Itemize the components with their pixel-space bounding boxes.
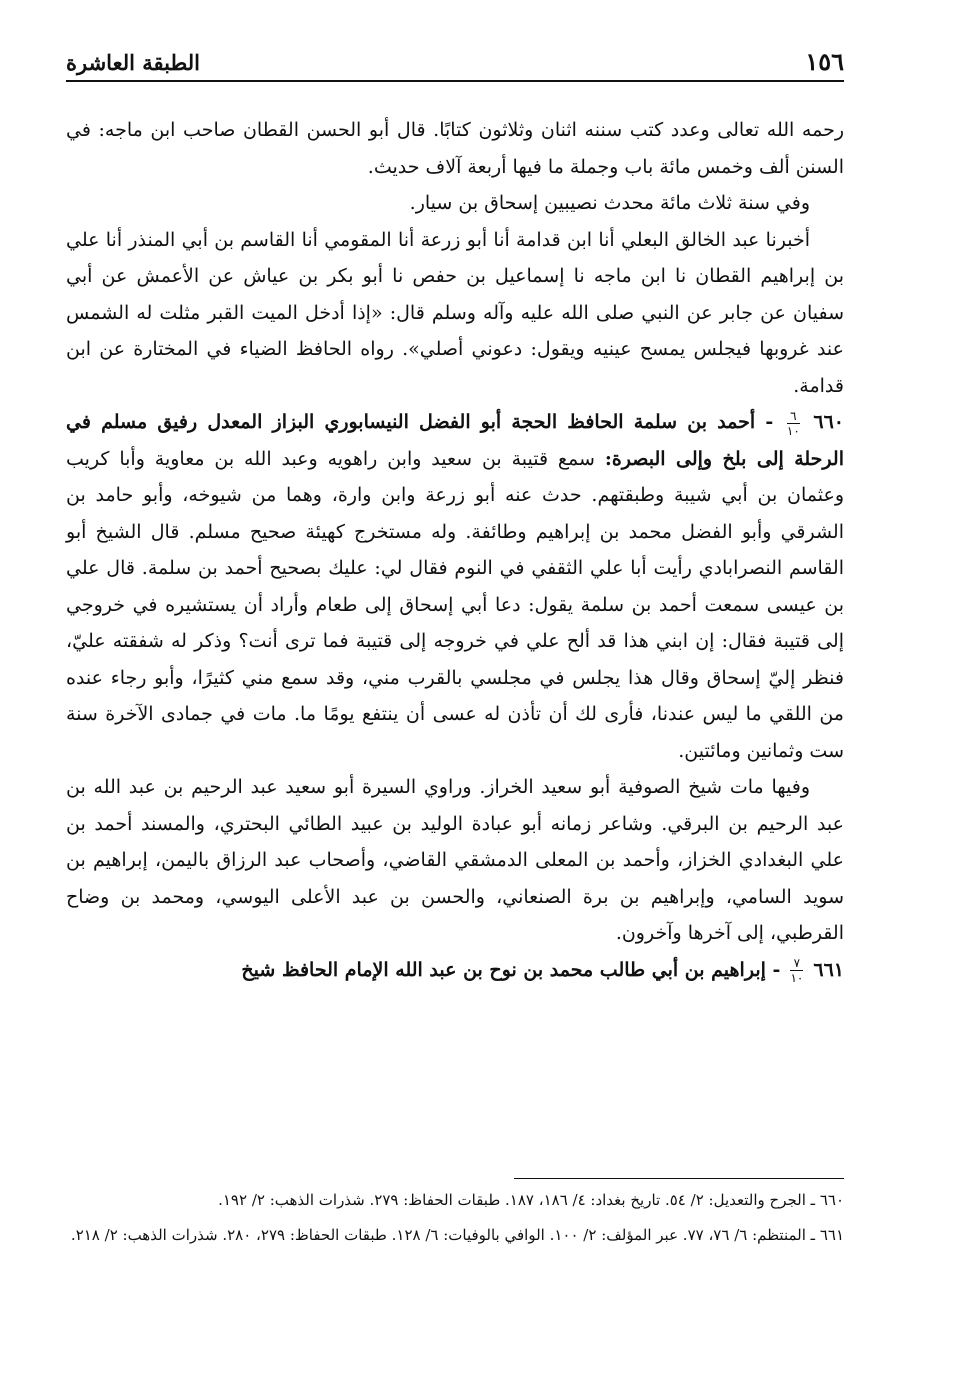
entry-fraction-660 [787,410,800,437]
fraction-top: ٦ [787,410,800,424]
entry-heading-661: - إبراهيم بن أبي طالب محمد بن نوح بن عبد الله الإمام الحافظ شيخ [241,958,781,981]
biography-entry-660 [66,404,844,769]
fraction-top: ٧ [790,957,803,971]
entry-number-660: ٦٦٠ [813,411,844,433]
footnote-660: ٦٦٠ ـ الجرح والتعديل: ٢/ ٥٤. تاريخ بغداد: ٤/ ١٨٦، ١٨٧. طبقات الحفاظ: ٢٧٩. شذرات الذهب: ٢/ ١٩٢. [218,1191,844,1209]
paragraph-ibn-majah-sunan: رحمه الله تعالى وعدد كتب سننه اثنان وثلاثون كتابًا. قال أبو الحسن القطان صاحب ابن ماجه: في السنن ألف وخمس مائة باب وجملة ما فيها أربعة آلاف حديث. [66,119,844,178]
paragraph-hadith-isnad: أخبرنا عبد الخالق البعلي أنا ابن قدامة أنا أبو زرعة أنا المقومي أنا القاسم بن أبي المنذر أنا علي بن إبراهيم القطان نا ابن ماجه نا إسماعيل بن حفص نا أبو بكر بن عياش عن الأعمش عن أبي سفيان عن جابر عن النبي صلى الله عليه وآله وسلم قال: «إذا أدخل الميت القبر مثلت له الشمس عند غروبها فيجلس يمسح عينيه ويقول: دعوني أصلي». رواه الحافظ الضياء في المختارة عن ابن قدامة. [66,228,844,397]
running-title: الطبقة العاشرة [66,50,200,75]
fraction-bottom: ١٠ [786,423,800,438]
page-header [66,40,844,82]
fraction-bottom: ١٠ [790,971,804,985]
entry-text-660: سمع قتيبة بن سعيد وابن راهويه وعبد الله بن معاوية وأبا كريب وعثمان بن أبي شيبة وطبقتهم. حدث عنه أبو زرعة وابن وارة، وهما من شيوخه، وأبو حامد بن الشرقي وأبو الفضل محمد بن إبراهيم وطائفة. وله مستخرج كهيئة صحيح مسلم. قال الشيخ أبو القاسم النصرابادي رأيت أبا علي الثقفي في النوم فقال لي: عليك بصحيح أحمد بن سلمة. قال علي بن عيسى سمعت أحمد بن سلمة يقول: دعا أبي إسحاق إلى طعام وأراد أن يستشيره في خروجي إلى قتيبة فقال: إن ابني هذا قد ألح علي في خروجه إلى قتيبة فما ترى أنت؟ وذكر له شفقته عليّ، فنظر إليّ إسحاق وقال هذا يجلس في مجلسي بالقرب مني، وقد سمع مني كثيرًا، وأبو رجاء عنده من اللقي ما ليس عندنا، فأرى لك أن تأذن له عسى أن ينتفع يومًا ما. مات في جمادى الآخرة سنة ست وثمانين ومائتين. [66,447,844,762]
footnote-661: ٦٦١ ـ المنتظم: ٦/ ٧٦، ٧٧. عبر المؤلف: ٢/ ١٠٠. الوافي بالوفيات: ٦/ ١٢٨. طبقات الحفاظ: ٢٧٩، ٢٨٠. شذرات الذهب: ٢/ ٢١٨. [70,1226,844,1244]
footnote-separator [514,1178,844,1179]
paragraph-deaths-of-year: وفيها مات شيخ الصوفية أبو سعيد الخراز. وراوي السيرة أبو سعيد عبد الرحيم بن عبد الله بن عبد الرحيم بن البرقي. وشاعر زمانه أبو عبادة الوليد بن عبيد الطائي البحتري، والمسند أحمد بن علي البغدادي الخزاز، وأحمد بن المعلى الدمشقي القاضي، وأصحاب عبد الرزاق باليمن، إبراهيم بن سويد السامي، وإبراهيم بن برة الصنعاني، والحسن بن عبد الأعلى اليوسي، ومحمد بن وضاح القرطبي، إلى آخرها وآخرون. [66,776,844,944]
paragraph-year-300: وفي سنة ثلاث مائة محدث نصيبين إسحاق بن سيار. [409,192,810,214]
entry-heading-660: - أحمد بن سلمة الحافظ الحجة أبو الفضل النيسابوري البزاز المعدل رفيق مسلم في الرحلة إلى بلخ وإلى البصرة: [66,411,844,470]
page-number: ١٥٦ [805,47,844,76]
main-text [66,112,844,988]
entry-fraction-661 [790,957,803,984]
footnotes [66,1186,844,1256]
biography-entry-661 [66,952,844,989]
entry-number-661: ٦٦١ [813,958,844,981]
